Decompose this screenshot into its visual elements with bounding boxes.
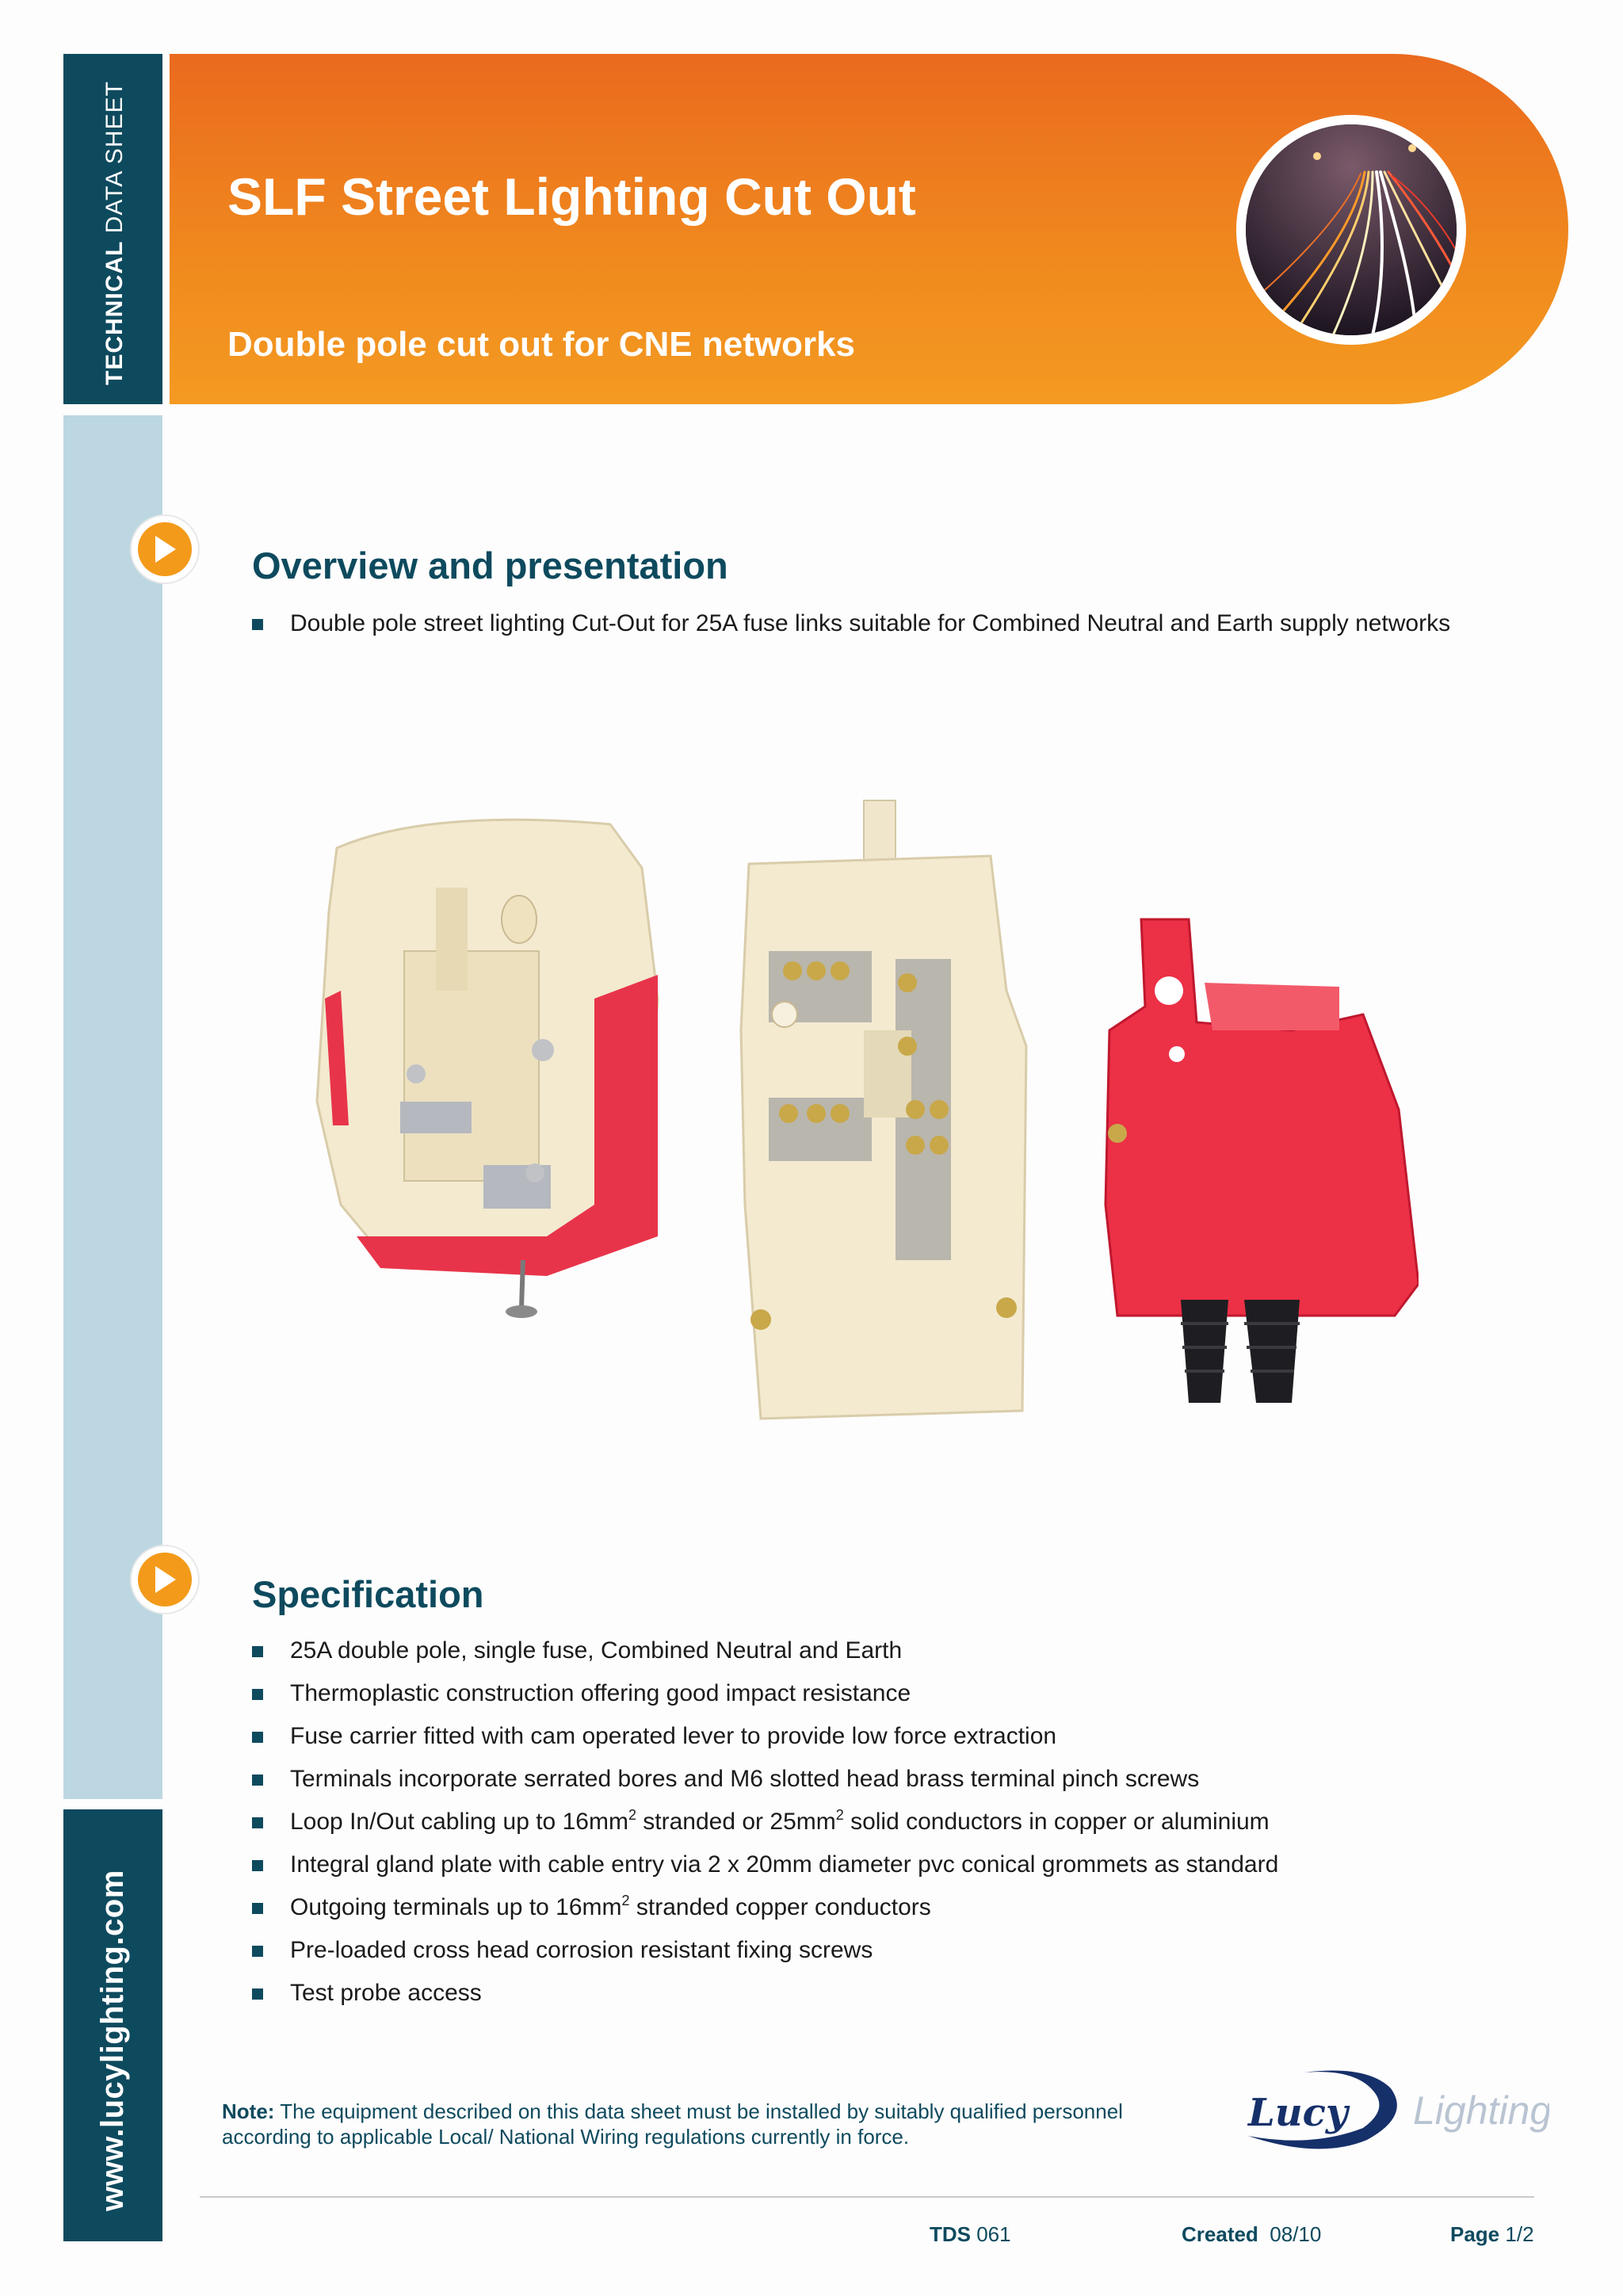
footer-created: Created 08/10: [1182, 2222, 1322, 2246]
cut-out-base-image: [741, 800, 1026, 1419]
section-marker-overview: [132, 516, 198, 583]
footer-tds: TDS 061: [930, 2222, 1011, 2246]
spec-bullet: Thermoplastic construction offering good impact resistance: [252, 1672, 1278, 1715]
specification-heading: Specification: [252, 1573, 484, 1615]
installation-note: Note: The equipment described on this data sheet must be installed by suitably qualified personnel according to applicable Local/ National Wiring regulations currently in force.: [222, 2099, 1123, 2149]
footer-divider: [200, 2196, 1534, 2198]
overview-list: [252, 602, 1450, 645]
spec-bullet: Fuse carrier fitted with cam operated lever to provide low force extraction: [252, 1715, 1278, 1758]
specification-list: [252, 1629, 1278, 2015]
spec-bullet: Outgoing terminals up to $16mm^2$ stranded copper conductors: [252, 1886, 1278, 1929]
document-type-label: TECHNICAL DATA SHEET: [101, 81, 128, 385]
spec-bullet: Terminals incorporate serrated bores and M6 slotted head brass terminal pinch screws: [252, 1758, 1278, 1801]
play-arrow-icon: [155, 536, 176, 563]
section-marker-specification: [132, 1546, 198, 1613]
header-road-photo: [1236, 115, 1466, 345]
overview-heading: Overview and presentation: [252, 544, 728, 586]
website-url[interactable]: www.lucylighting.com: [95, 1870, 130, 2211]
spec-bullet: Integral gland plate with cable entry via 2 x 20mm diameter pvc conical grommets as standard: [252, 1843, 1278, 1886]
lucy-lighting-logo: [1232, 2061, 1549, 2156]
spec-bullet: Loop In/Out cabling up to $16mm^2$ stranded or $25mm^2$ solid conductors in copper or aluminium: [252, 1801, 1278, 1843]
footer-page: Page 1/2: [1450, 2222, 1534, 2246]
svg-text:Lucy: Lucy: [1248, 2091, 1348, 2135]
spec-bullet: 25A double pole, single fuse, Combined Neutral and Earth: [252, 1629, 1278, 1672]
product-photo: [309, 793, 1419, 1442]
spec-bullet: Pre-loaded cross head corrosion resistant fixing screws: [252, 1929, 1278, 1972]
spec-bullet: Test probe access: [252, 1972, 1278, 2015]
svg-text:Lighting: Lighting: [1413, 2088, 1549, 2133]
play-arrow-icon: [155, 1566, 176, 1593]
red-cover-image: [1106, 919, 1419, 1403]
overview-bullet: Double pole street lighting Cut-Out for 25A fuse links suitable for Combined Neutral and Earth supply networks: [252, 602, 1450, 645]
page-title: SLF Street Lighting Cut Out: [227, 167, 916, 226]
page-subtitle: Double pole cut out for CNE networks: [227, 325, 856, 364]
fuse-carrier-image: [317, 819, 658, 1318]
